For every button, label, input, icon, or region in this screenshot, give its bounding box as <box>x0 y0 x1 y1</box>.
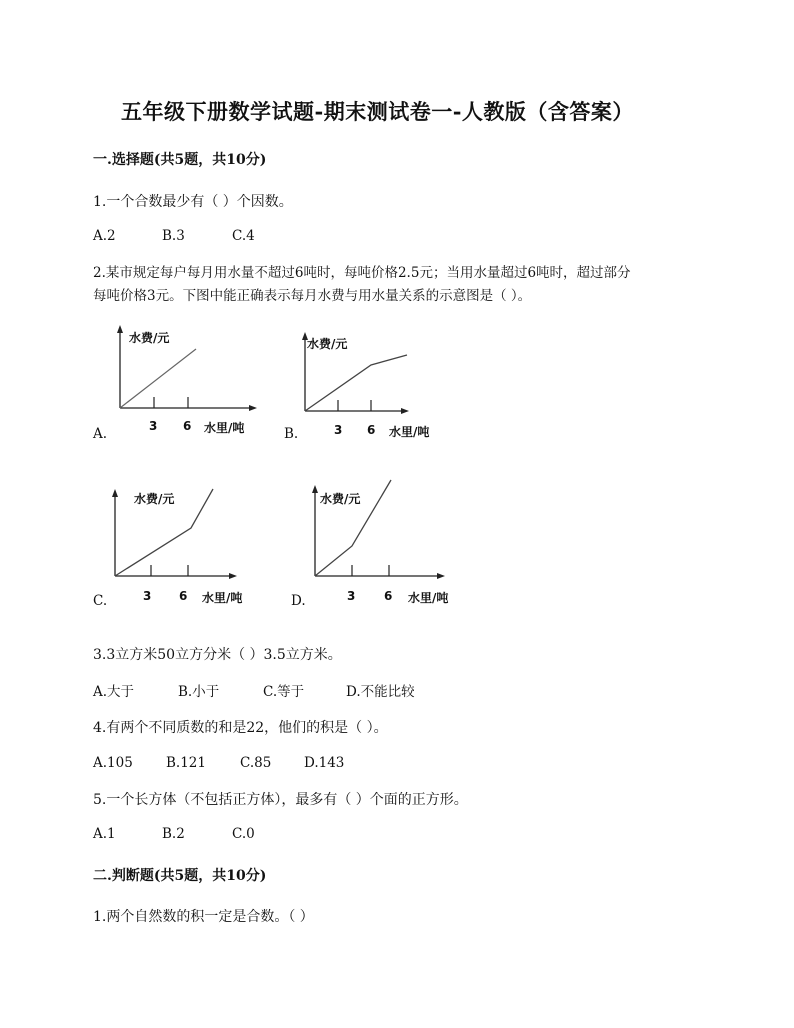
q1-option-a: A.2 <box>93 228 116 244</box>
graph-b-letter: B. <box>284 426 299 442</box>
q5-option-b: B.2 <box>162 826 185 842</box>
section-heading-choice: 一.选择题(共5题，共10分) <box>93 152 267 168</box>
graph-c-x-label: 水里/吨 <box>202 591 243 605</box>
q3-option-b: B.小于 <box>178 684 220 700</box>
graph-d-y-label: 水费/元 <box>320 492 361 506</box>
graph-option-d <box>290 478 465 613</box>
q3-option-a: A.大于 <box>93 684 135 700</box>
graph-option-a <box>92 325 262 445</box>
graph-d-letter: D. <box>291 593 306 609</box>
graph-c-y-label: 水费/元 <box>134 492 175 506</box>
graph-b-y-label: 水费/元 <box>307 337 348 351</box>
graph-b-tick-3: 3 <box>334 423 343 437</box>
question-2-line-1: 2.某市规定每户每月用水量不超过6吨时，每吨价格2.5元；当用水量超过6吨时，超过部分 <box>93 265 631 281</box>
q5-option-a: A.1 <box>93 826 116 842</box>
graph-c-letter: C. <box>93 593 108 609</box>
graph-b-tick-6: 6 <box>367 423 376 437</box>
graph-option-b <box>283 330 453 450</box>
question-4: 4.有两个不同质数的和是22，他们的积是（ ）。 <box>93 720 388 736</box>
question-3: 3.3立方米50立方分米（ ）3.5立方米。 <box>93 647 342 663</box>
q1-option-c: C.4 <box>232 228 255 244</box>
graph-b-x-label: 水里/吨 <box>389 425 430 439</box>
graph-c-tick-6: 6 <box>179 589 188 603</box>
q5-option-c: C.0 <box>232 826 255 842</box>
graph-a-tick-3: 3 <box>149 419 158 433</box>
page-title: 五年级下册数学试题-期末测试卷一-人教版（含答案） <box>121 99 634 124</box>
graph-a-letter: A. <box>93 426 108 442</box>
q4-option-c: C.85 <box>240 755 272 771</box>
graph-d-x-label: 水里/吨 <box>408 591 449 605</box>
q4-option-a: A.105 <box>93 755 133 771</box>
q4-option-d: D.143 <box>304 755 345 771</box>
judgment-1: 1.两个自然数的积一定是合数。（ ） <box>93 909 314 925</box>
graph-a-tick-6: 6 <box>183 419 192 433</box>
question-1: 1.一个合数最少有（ ）个因数。 <box>93 194 293 210</box>
graph-a-y-label: 水费/元 <box>129 331 170 345</box>
q3-option-c: C.等于 <box>263 684 305 700</box>
graph-d-tick-3: 3 <box>347 589 356 603</box>
graph-a-x-label: 水里/吨 <box>204 421 245 435</box>
section-heading-judgment: 二.判断题(共5题，共10分) <box>93 868 267 884</box>
graph-option-c <box>92 485 267 615</box>
q4-option-b: B.121 <box>166 755 206 771</box>
question-5: 5.一个长方体（不包括正方体），最多有（ ）个面的正方形。 <box>93 792 468 808</box>
question-2-line-2: 每吨价格3元。下图中能正确表示每月水费与用水量关系的示意图是（ ）。 <box>93 288 532 304</box>
q1-option-b: B.3 <box>162 228 185 244</box>
q3-option-d: D.不能比较 <box>346 684 415 700</box>
graph-d-tick-6: 6 <box>384 589 393 603</box>
graph-c-tick-3: 3 <box>143 589 152 603</box>
